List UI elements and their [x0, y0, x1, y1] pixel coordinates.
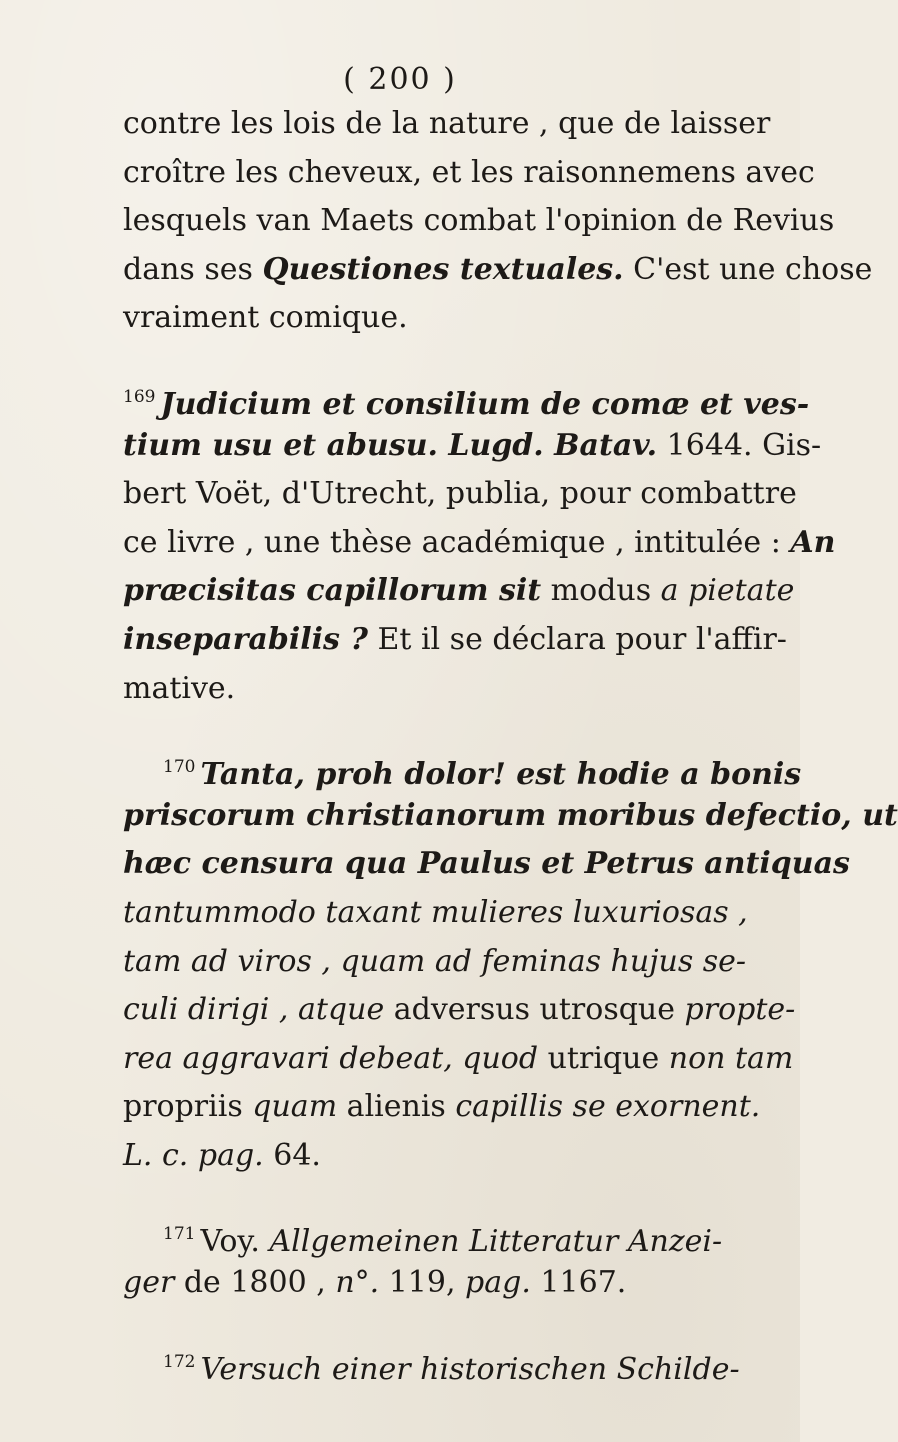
text-line: propriis quam alienis capillis se exornent.	[123, 1089, 761, 1125]
text-line: $^{169}$ Judicium et consilium de comæ et ves-	[123, 386, 810, 422]
note-171	[123, 1210, 723, 1307]
text-line: ce livre , une thèse académique , intitulée : An	[123, 524, 836, 560]
text-line: inseparabilis ? Et il se déclara pour l'affir-	[123, 621, 787, 657]
text-line: præcisitas capillorum sit modus a pietate	[123, 573, 795, 609]
text-line: hæc censura qua Paulus et Petrus antiquas	[123, 846, 850, 882]
text-line: lesquels van Maets combat l'opinion de Revius	[123, 203, 835, 239]
note-number: 171	[163, 1224, 196, 1245]
text-line: $^{170}$ Tanta, proh dolor! est hodie a bonis	[163, 757, 802, 793]
note-172	[123, 1338, 740, 1387]
text-line: bert Voët, d'Utrecht, publia, pour combattre	[123, 476, 797, 512]
text-line: tam ad viros , quam ad feminas hujus se-	[123, 943, 747, 979]
text-line: dans ses Questiones textuales. C'est une chose	[123, 251, 873, 287]
paragraph-continuation	[123, 100, 873, 343]
text-line: L. c. pag. 64.	[123, 1137, 321, 1173]
text-line: $^{171}$ Voy. Allgemeinen Litteratur Anzei-	[163, 1224, 723, 1260]
text-line: $^{172}$ Versuch einer historischen Schilde-	[163, 1351, 740, 1387]
text-line: ger de 1800 , n°. 119, pag. 1167.	[123, 1265, 627, 1301]
note-number: 169	[123, 386, 156, 407]
note-number: 172	[163, 1351, 196, 1372]
note-169	[123, 373, 836, 713]
text-block	[123, 100, 898, 1387]
note-number: 170	[163, 757, 196, 778]
page-number: ( 200 )	[343, 62, 457, 97]
text-line: rea aggravari debeat, quod utrique non tam	[123, 1040, 794, 1076]
text-line: mative.	[123, 670, 236, 706]
text-line: priscorum christianorum moribus defectio, ut	[123, 797, 898, 833]
note-170	[123, 743, 898, 1180]
text-line: vraiment comique.	[123, 300, 408, 336]
text-line: tium usu et abusu. Lugd. Batav. 1644. Gis-	[123, 427, 822, 463]
text-line: tantummodo taxant mulieres luxuriosas ,	[123, 894, 748, 930]
text-line: croître les cheveux, et les raisonnemens avec	[123, 154, 815, 190]
text-line: culi dirigi , atque adversus utrosque propte-	[123, 992, 796, 1028]
text-line: contre les lois de la nature , que de laisser	[123, 106, 771, 141]
